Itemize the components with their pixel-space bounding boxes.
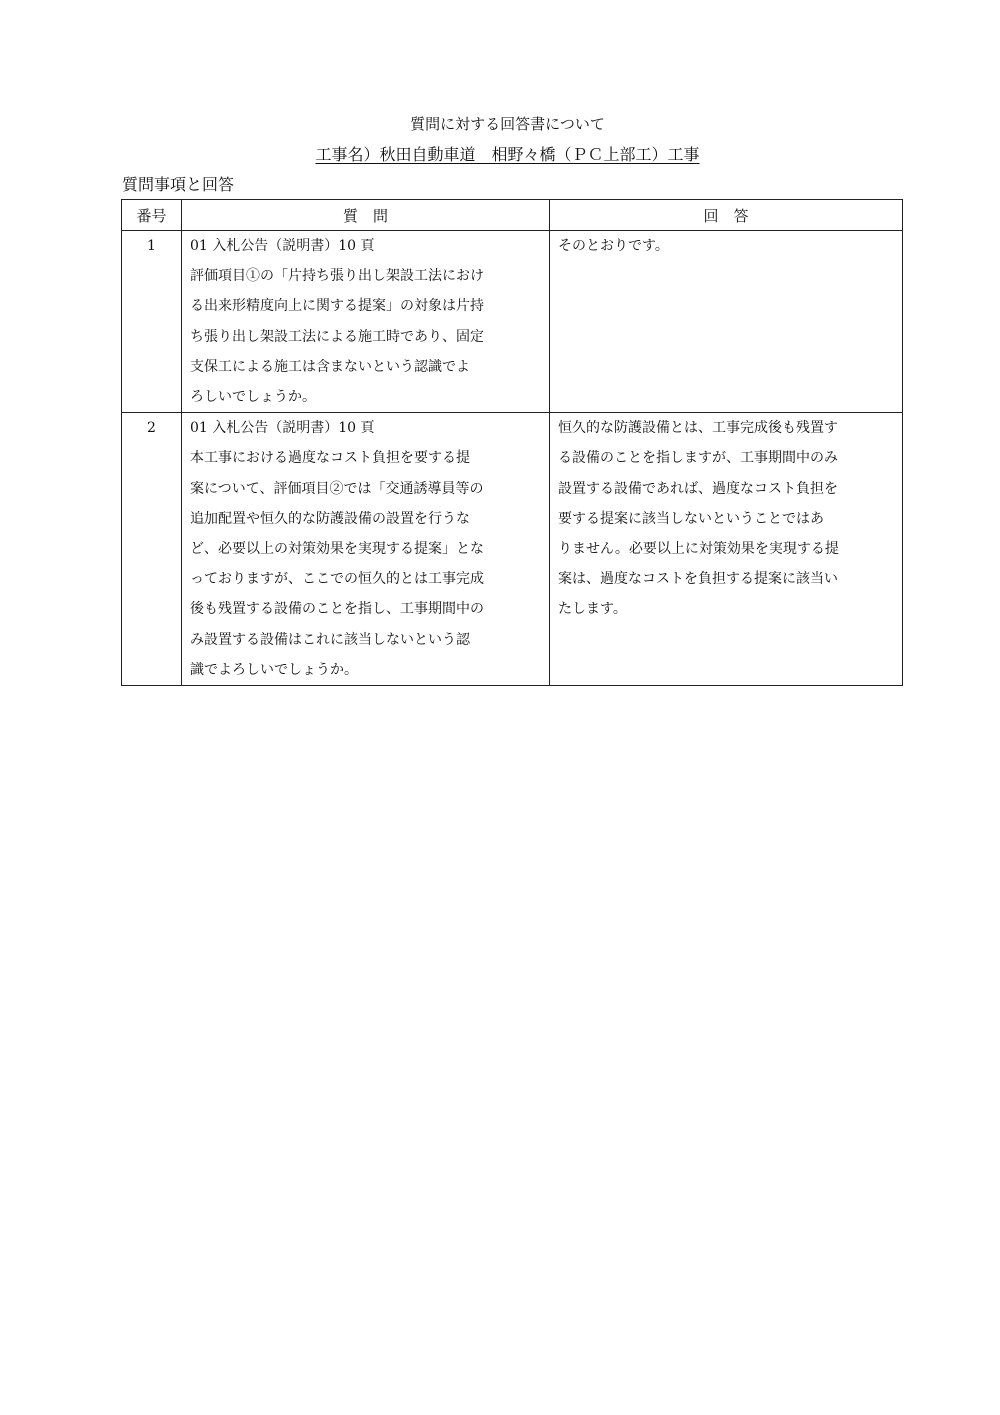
row-number: 1 — [122, 231, 182, 413]
question-line: 案について、評価項目②では「交通誘導員等の — [190, 480, 484, 497]
question-line: 01 入札公告（説明書）10 頁 — [190, 238, 375, 254]
answer-line: そのとおりです。 — [558, 238, 669, 254]
table-row — [122, 413, 903, 686]
question-cell — [182, 413, 550, 686]
question-line: ち張り出し架設工法による施工時であり、固定 — [190, 328, 484, 345]
table-header-row — [122, 200, 903, 231]
question-line: 追加配置や恒久的な防護設備の設置を行うな — [190, 510, 470, 527]
row-number: 2 — [122, 413, 182, 686]
question-line: 本工事における過度なコスト負担を要する提 — [190, 450, 470, 467]
question-line: っておりますが、ここでの恒久的とは工事完成 — [190, 571, 484, 588]
question-line: ろしいでしょうか。 — [190, 389, 316, 406]
project-name-container — [0, 143, 1000, 167]
header-answer: 回 答 — [550, 200, 903, 231]
qa-table — [121, 199, 903, 686]
question-line: 01 入札公告（説明書）10 頁 — [190, 420, 375, 437]
question-line: 識でよろしいでしょうか。 — [190, 661, 358, 678]
answer-line: 恒久的な防護設備とは、工事完成後も残置す — [558, 420, 838, 437]
header-question: 質 問 — [182, 200, 550, 231]
project-name: 工事名）秋田自動車道 相野々橋（ＰＣ上部工）工事 — [315, 145, 700, 164]
answer-line: る設備のことを指しますが、工事期間中のみ — [558, 450, 838, 467]
page-title: 質問に対する回答書について — [410, 115, 605, 133]
question-line: 評価項目①の「片持ち張り出し架設工法におけ — [190, 268, 484, 285]
answer-cell — [550, 231, 903, 413]
question-line: 支保工による施工は含まないという認識でよ — [190, 358, 470, 375]
answer-line: 要する提案に該当しないということではあ — [558, 510, 824, 527]
question-cell — [182, 231, 550, 413]
header-number: 番号 — [122, 200, 182, 231]
question-line: る出来形精度向上に関する提案」の対象は片持 — [190, 298, 484, 315]
answer-line: たします。 — [558, 601, 627, 618]
section-heading: 質問事項と回答 — [122, 175, 235, 194]
question-line: ど、必要以上の対策効果を実現する提案」とな — [190, 541, 484, 558]
question-line: み設置する設備はこれに該当しないという認 — [190, 631, 470, 648]
answer-line: 設置する設備であれば、過度なコスト負担を — [558, 480, 838, 497]
table-row — [122, 231, 903, 413]
question-line: 後も残置する設備のことを指し、工事期間中の — [190, 601, 484, 618]
answer-line: りません。必要以上に対策効果を実現する提 — [558, 541, 839, 558]
answer-cell — [550, 413, 903, 686]
answer-line: 案は、過度なコストを負担する提案に該当い — [558, 571, 838, 588]
